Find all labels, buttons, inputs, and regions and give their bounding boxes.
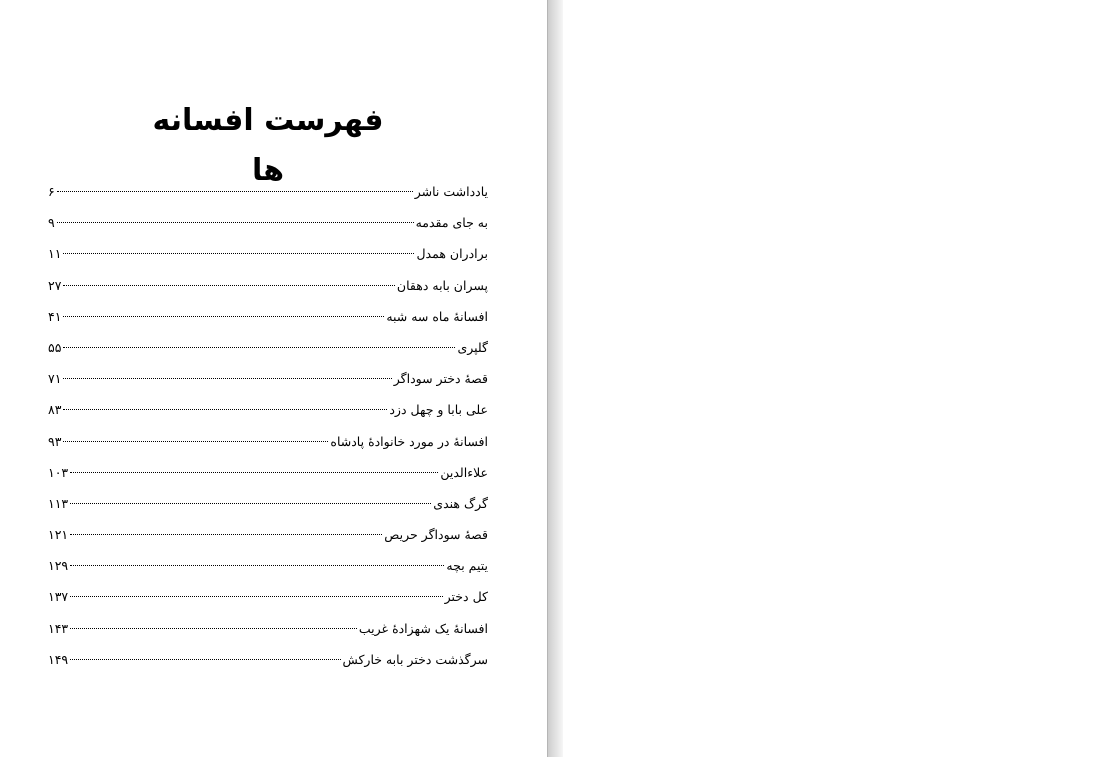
toc-page-number: ۲۷ [48,277,62,293]
toc-page-number: ۱۲۹ [48,558,69,574]
toc-entry[interactable] [48,178,488,209]
toc-title: فهرست افسانه ها [152,103,384,188]
toc-leader [70,534,382,535]
gutter-divider [547,0,548,757]
toc-leader [63,441,328,442]
toc-list [48,178,488,677]
toc-page-number: ۱۲۱ [48,527,69,543]
toc-entry-title: افسانۀ یک شهزادۀ غریب [358,620,488,636]
toc-leader [63,378,391,379]
toc-entry[interactable] [48,521,488,552]
toc-entry[interactable] [48,396,488,427]
toc-leader [70,503,431,504]
toc-entry[interactable] [48,552,488,583]
page-right [563,0,1108,757]
toc-entry-title: افسانۀ در مورد خانوادۀ پادشاه [330,433,488,449]
toc-leader [57,191,413,192]
toc-entry[interactable] [48,459,488,490]
toc-entry-title: علاءالدین [440,464,488,480]
toc-page-number: ۹۳ [48,433,62,449]
toc-leader [63,285,394,286]
toc-page-number: ۱۱ [48,246,62,262]
toc-leader [63,347,455,348]
toc-entry-title: گلپری [457,339,488,355]
toc-entry[interactable] [48,583,488,614]
toc-entry[interactable] [48,365,488,396]
toc-page-number: ۹ [48,215,55,231]
page-gutter [547,0,563,757]
toc-leader [70,659,340,660]
toc-page-number: ۷۱ [48,371,62,387]
toc-leader [63,316,384,317]
toc-leader [70,596,442,597]
toc-entry[interactable] [48,209,488,240]
toc-entry[interactable] [48,303,488,334]
toc-leader [63,253,414,254]
toc-entry[interactable] [48,646,488,677]
toc-leader [57,222,414,223]
toc-entry-title: برادران همدل [416,246,488,262]
toc-entry[interactable] [48,334,488,365]
toc-page-number: ۱۴۳ [48,620,69,636]
toc-entry-title: پسران بابه دهقان [396,277,488,293]
toc-leader [70,565,444,566]
toc-entry-title: به جای مقدمه [415,215,488,231]
toc-page-number: ۱۴۹ [48,651,69,667]
page-left [0,0,547,757]
toc-entry-title: سرگذشت دختر بابه خارکش [342,651,488,667]
toc-page-number: ۱۱۳ [48,495,69,511]
toc-entry-title: قصۀ دختر سوداگر [393,371,488,387]
toc-entry-title: قصۀ سوداگر حریص [384,527,488,543]
toc-entry-title: افسانۀ ماه سه شبه [386,308,488,324]
toc-leader [70,628,357,629]
toc-page-number: ۱۳۷ [48,589,69,605]
toc-entry-title: یتیم بچه [446,558,488,574]
toc-entry[interactable] [48,615,488,646]
toc-entry-title: کل دختر [444,589,488,605]
toc-page-number: ۴۱ [48,308,62,324]
toc-entry[interactable] [48,240,488,271]
toc-leader [70,472,438,473]
toc-page-number: ۸۳ [48,402,62,418]
toc-entry[interactable] [48,490,488,521]
toc-leader [63,409,387,410]
toc-entry-title: گرگ هندی [433,495,488,511]
toc-entry-title: یادداشت ناشر [414,184,488,199]
toc-page-number: ۱۰۳ [48,464,69,480]
toc-entry[interactable] [48,428,488,459]
toc-page-number: ۶ [48,184,55,199]
toc-entry-title: علی بابا و چهل دزد [389,402,488,418]
toc-entry[interactable] [48,272,488,303]
toc-page-number: ۵۵ [48,339,62,355]
